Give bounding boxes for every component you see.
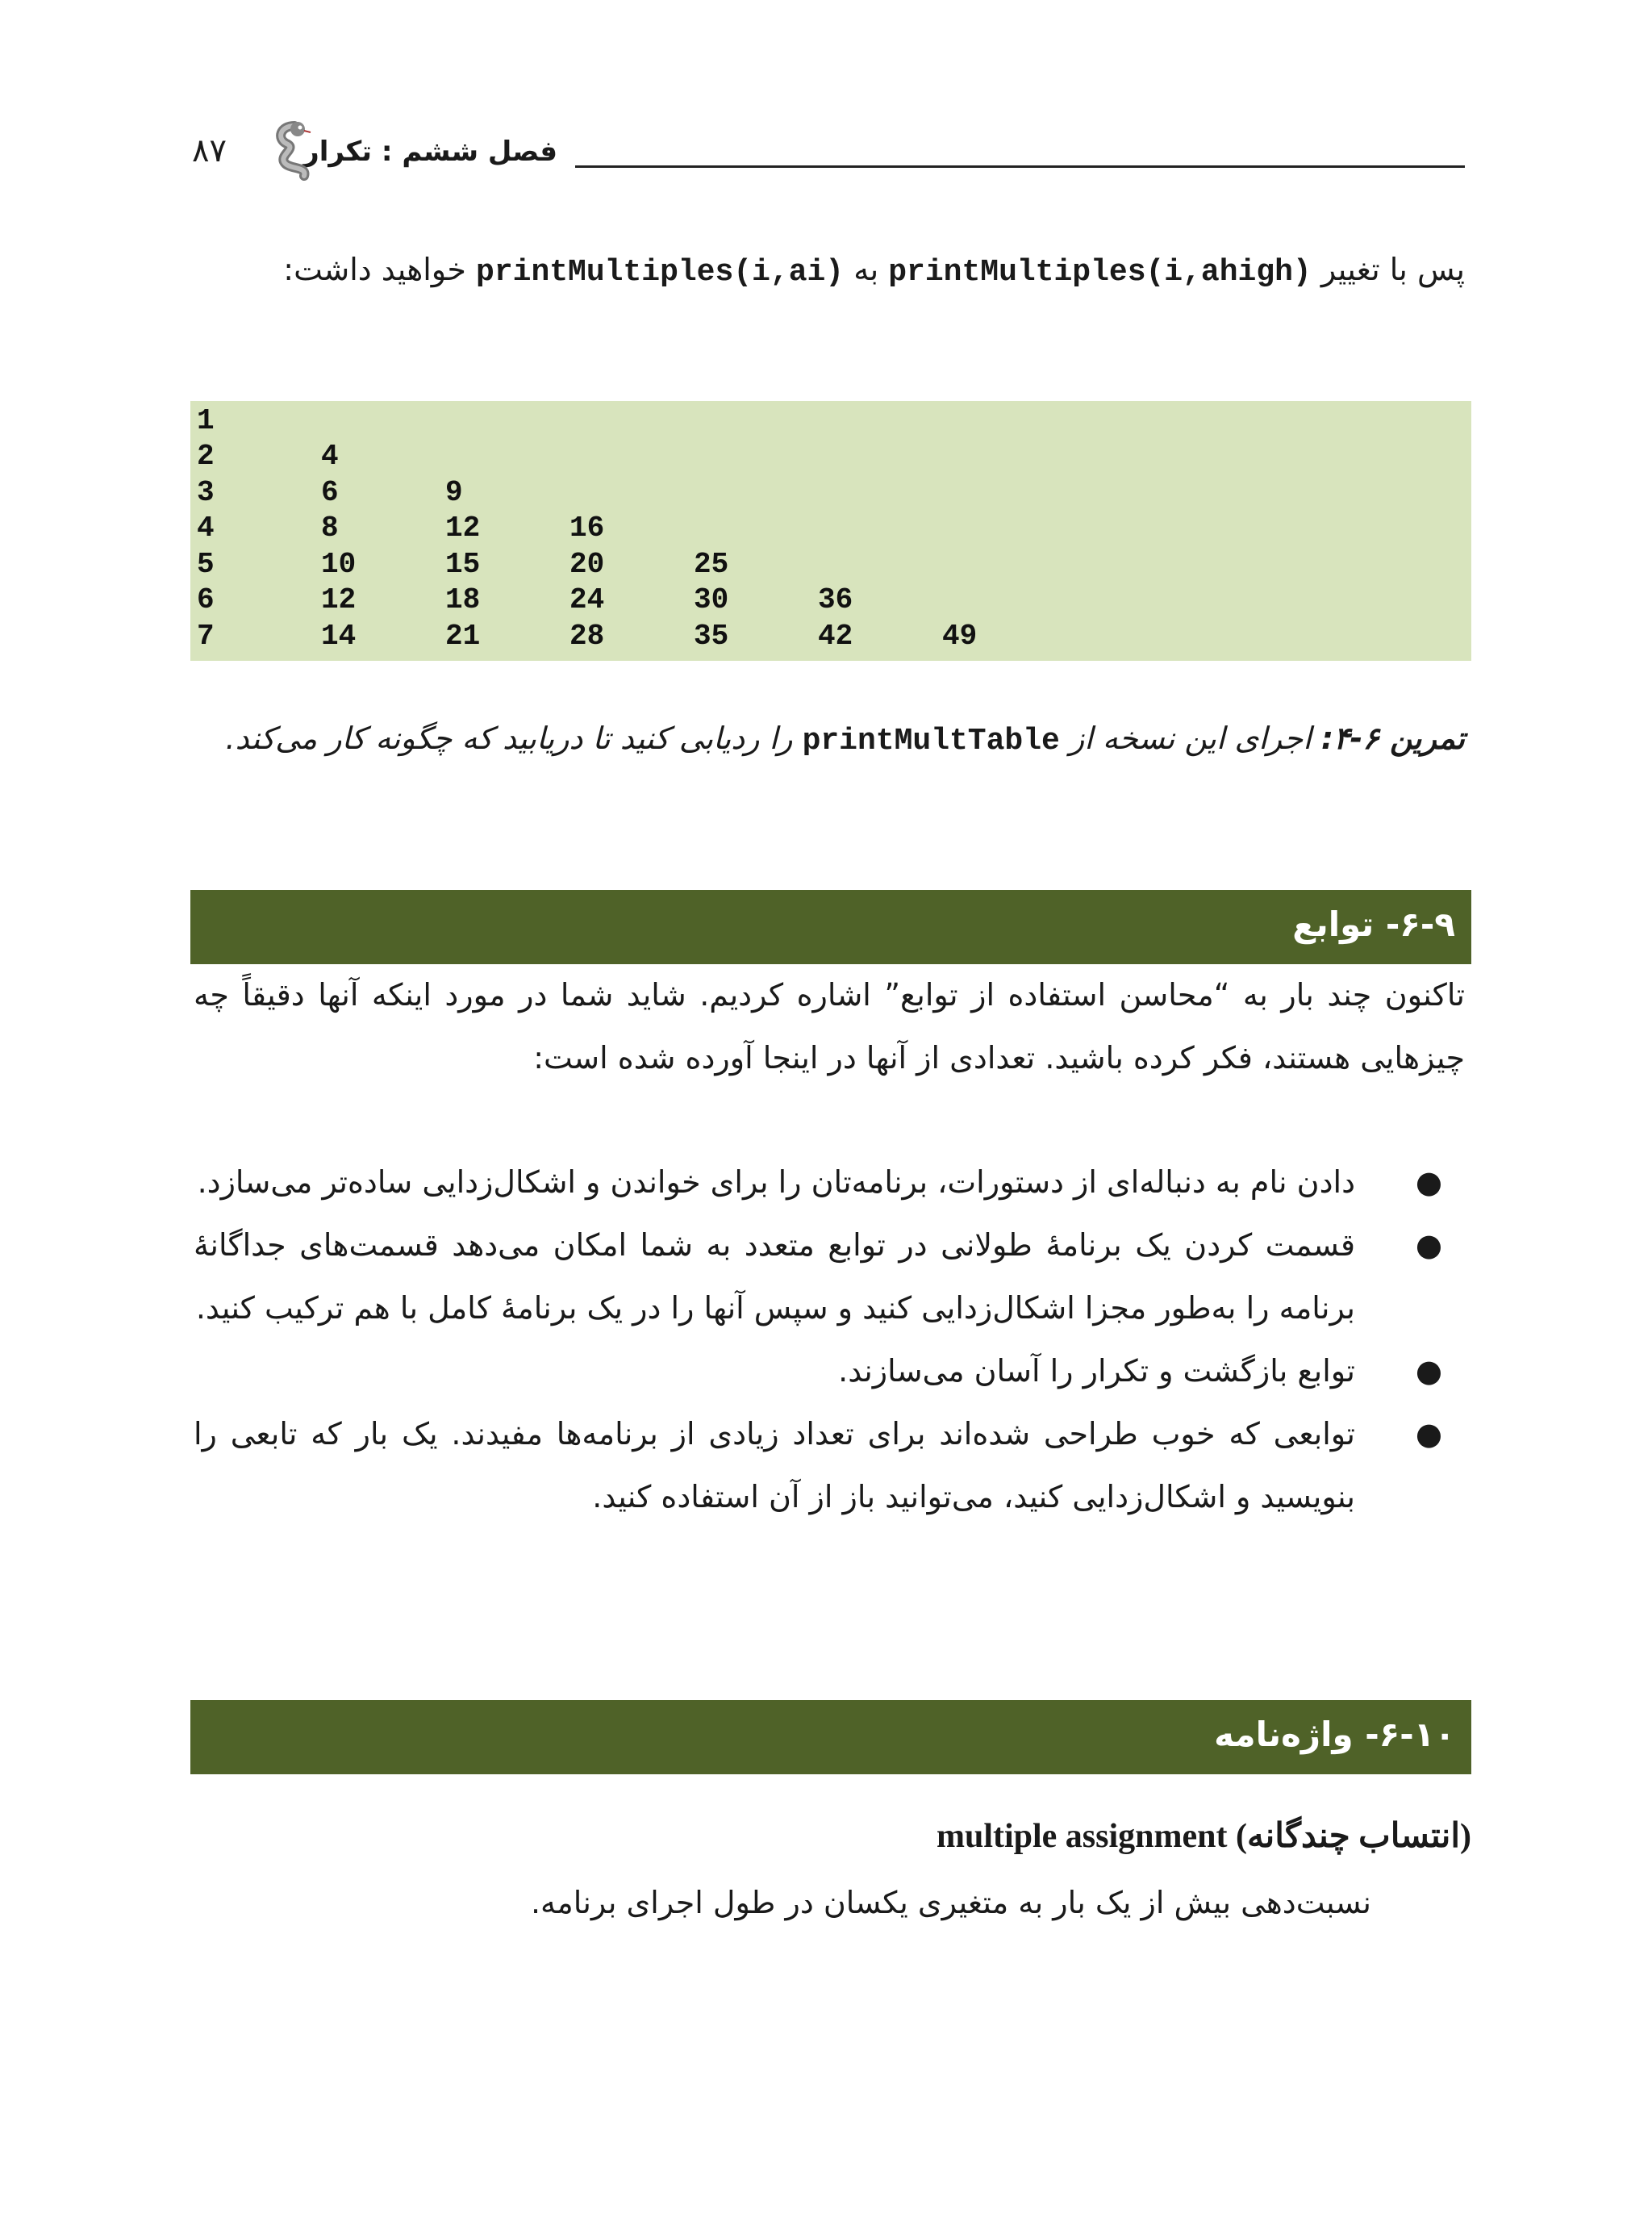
table-cell: 25 [694, 547, 729, 581]
table-cell: 42 [818, 619, 853, 653]
section-heading-text: ۶-۹- توابع [1292, 904, 1455, 944]
table-cell: 14 [321, 619, 357, 653]
table-cell: 12 [321, 583, 357, 617]
intro-connector: به [853, 252, 879, 287]
exercise-text-before: اجرای این نسخه از [1069, 721, 1312, 756]
table-cell: 24 [569, 583, 605, 617]
table-row [197, 546, 1066, 583]
list-item-text: توابعی که خوب طراحی شده‌اند برای تعداد زیادی از برنامه‌ها مفیدند. یک بار که تابعی را بنویسید و اشکال‌زدایی کنید، می‌توانید باز از آن استفاده کنید. [194, 1416, 1355, 1514]
table-cell: 49 [942, 619, 978, 653]
table-cell [569, 474, 694, 511]
section-heading-functions [190, 890, 1471, 964]
table-cell [818, 511, 942, 547]
table-cell: 12 [445, 512, 481, 545]
table-cell [818, 439, 942, 475]
table-cell: 18 [445, 583, 481, 617]
list-item [194, 1214, 1442, 1339]
bullet-dot-icon: ● [1415, 1416, 1442, 1452]
table-cell: 7 [197, 619, 215, 653]
table-cell [942, 511, 1066, 547]
table-cell: 36 [818, 583, 853, 617]
table-cell [942, 583, 1066, 619]
table-cell: 28 [569, 619, 605, 653]
section-heading-glossary [190, 1700, 1471, 1774]
exercise-paragraph [194, 707, 1465, 773]
table-cell: 35 [694, 619, 729, 653]
exercise-label: تمرین ۶-۴: [1320, 721, 1465, 756]
table-cell: 21 [445, 619, 481, 653]
table-cell: 15 [445, 547, 481, 581]
intro-prefix: پس با تغییر [1320, 252, 1465, 287]
list-item-text: توابع بازگشت و تکرار را آسان می‌سازند. [838, 1353, 1355, 1389]
table-row [197, 439, 1066, 475]
table-row [197, 583, 1066, 619]
code-output-block [190, 401, 1471, 661]
table-cell: 9 [445, 475, 463, 509]
glossary-term-en: multiple assignment [936, 1818, 1228, 1855]
intro-code-from: printMultiples(i,ahigh) [888, 255, 1312, 290]
table-cell: 20 [569, 547, 605, 581]
bullet-dot-icon: ● [1415, 1227, 1442, 1263]
page-number: ۸۷ [192, 132, 227, 169]
table-cell [942, 474, 1066, 511]
table-cell: 16 [569, 512, 605, 545]
table-cell: 8 [321, 512, 339, 545]
glossary-term-fa: (انتساب چندگانه) [1236, 1818, 1471, 1855]
intro-paragraph [194, 238, 1465, 304]
table-cell [445, 439, 569, 475]
table-cell [942, 439, 1066, 475]
intro-code-to: printMultiples(i,ai) [476, 255, 845, 290]
glossary-term [937, 1815, 1471, 1856]
table-cell [569, 439, 694, 475]
list-item-text: قسمت کردن یک برنامهٔ طولانی در توابع متعدد به شما امکان می‌دهد قسمت‌های جداگانهٔ برنامه را به‌طور مجزا اشکال‌زدایی کنید و سپس آنها را در یک برنامهٔ کامل با هم ترکیب کنید. [194, 1227, 1355, 1326]
glossary-definition: نسبت‌دهی بیش از یک بار به متغیری یکسان در طول اجرای برنامه. [530, 1885, 1371, 1920]
table-cell: 4 [197, 512, 215, 545]
functions-paragraph: تاکنون چند بار به “محاسن استفاده از توابع” اشاره کردیم. شاید شما در مورد اینکه آنها دقیقاً چه چیزهایی هستند، فکر کرده باشید. تعدادی از آنها در اینجا آورده شده است: [194, 977, 1465, 1076]
table-cell [818, 546, 942, 583]
table-cell [694, 511, 818, 547]
list-item [194, 1402, 1442, 1528]
table-cell [694, 403, 818, 439]
table-cell: 1 [197, 403, 215, 437]
bullet-dot-icon: ● [1415, 1353, 1442, 1389]
table-cell: 6 [321, 475, 339, 509]
multiplication-output [197, 403, 1066, 654]
table-cell [818, 403, 942, 439]
table-cell: 30 [694, 583, 729, 617]
exercise-text-after: را ردیابی کنید تا دریابید که چگونه کار می‌کند. [225, 721, 793, 756]
python-snake-icon [262, 119, 327, 184]
table-cell [321, 403, 445, 439]
benefits-list [194, 1151, 1442, 1528]
table-row [197, 474, 1066, 511]
table-cell [569, 403, 694, 439]
table-row [197, 403, 1066, 439]
table-cell [818, 474, 942, 511]
table-cell [445, 403, 569, 439]
table-cell: 2 [197, 440, 215, 474]
intro-suffix: خواهید داشت: [283, 252, 466, 287]
table-row [197, 511, 1066, 547]
section-heading-text: ۶-۱۰- واژه‌نامه [1214, 1715, 1455, 1754]
table-cell: 5 [197, 547, 215, 581]
table-cell [694, 474, 818, 511]
bullet-dot-icon: ● [1415, 1164, 1442, 1200]
table-cell [942, 546, 1066, 583]
table-cell: 4 [321, 440, 339, 474]
table-cell: 3 [197, 475, 215, 509]
list-item [194, 1339, 1442, 1402]
table-cell [942, 403, 1066, 439]
exercise-code: printMultTable [802, 724, 1060, 758]
table-cell [694, 439, 818, 475]
chapter-title: فصل ششم : تکرار [303, 136, 557, 168]
table-row [197, 618, 1066, 654]
list-item [194, 1151, 1442, 1214]
table-cell: 6 [197, 583, 215, 617]
list-item-text: دادن نام به دنباله‌ای از دستورات، برنامه‌تان را برای خواندن و اشکال‌زدایی ساده‌تر می‌سازد. [197, 1164, 1355, 1200]
table-cell: 10 [321, 547, 357, 581]
header-rule [575, 165, 1465, 168]
